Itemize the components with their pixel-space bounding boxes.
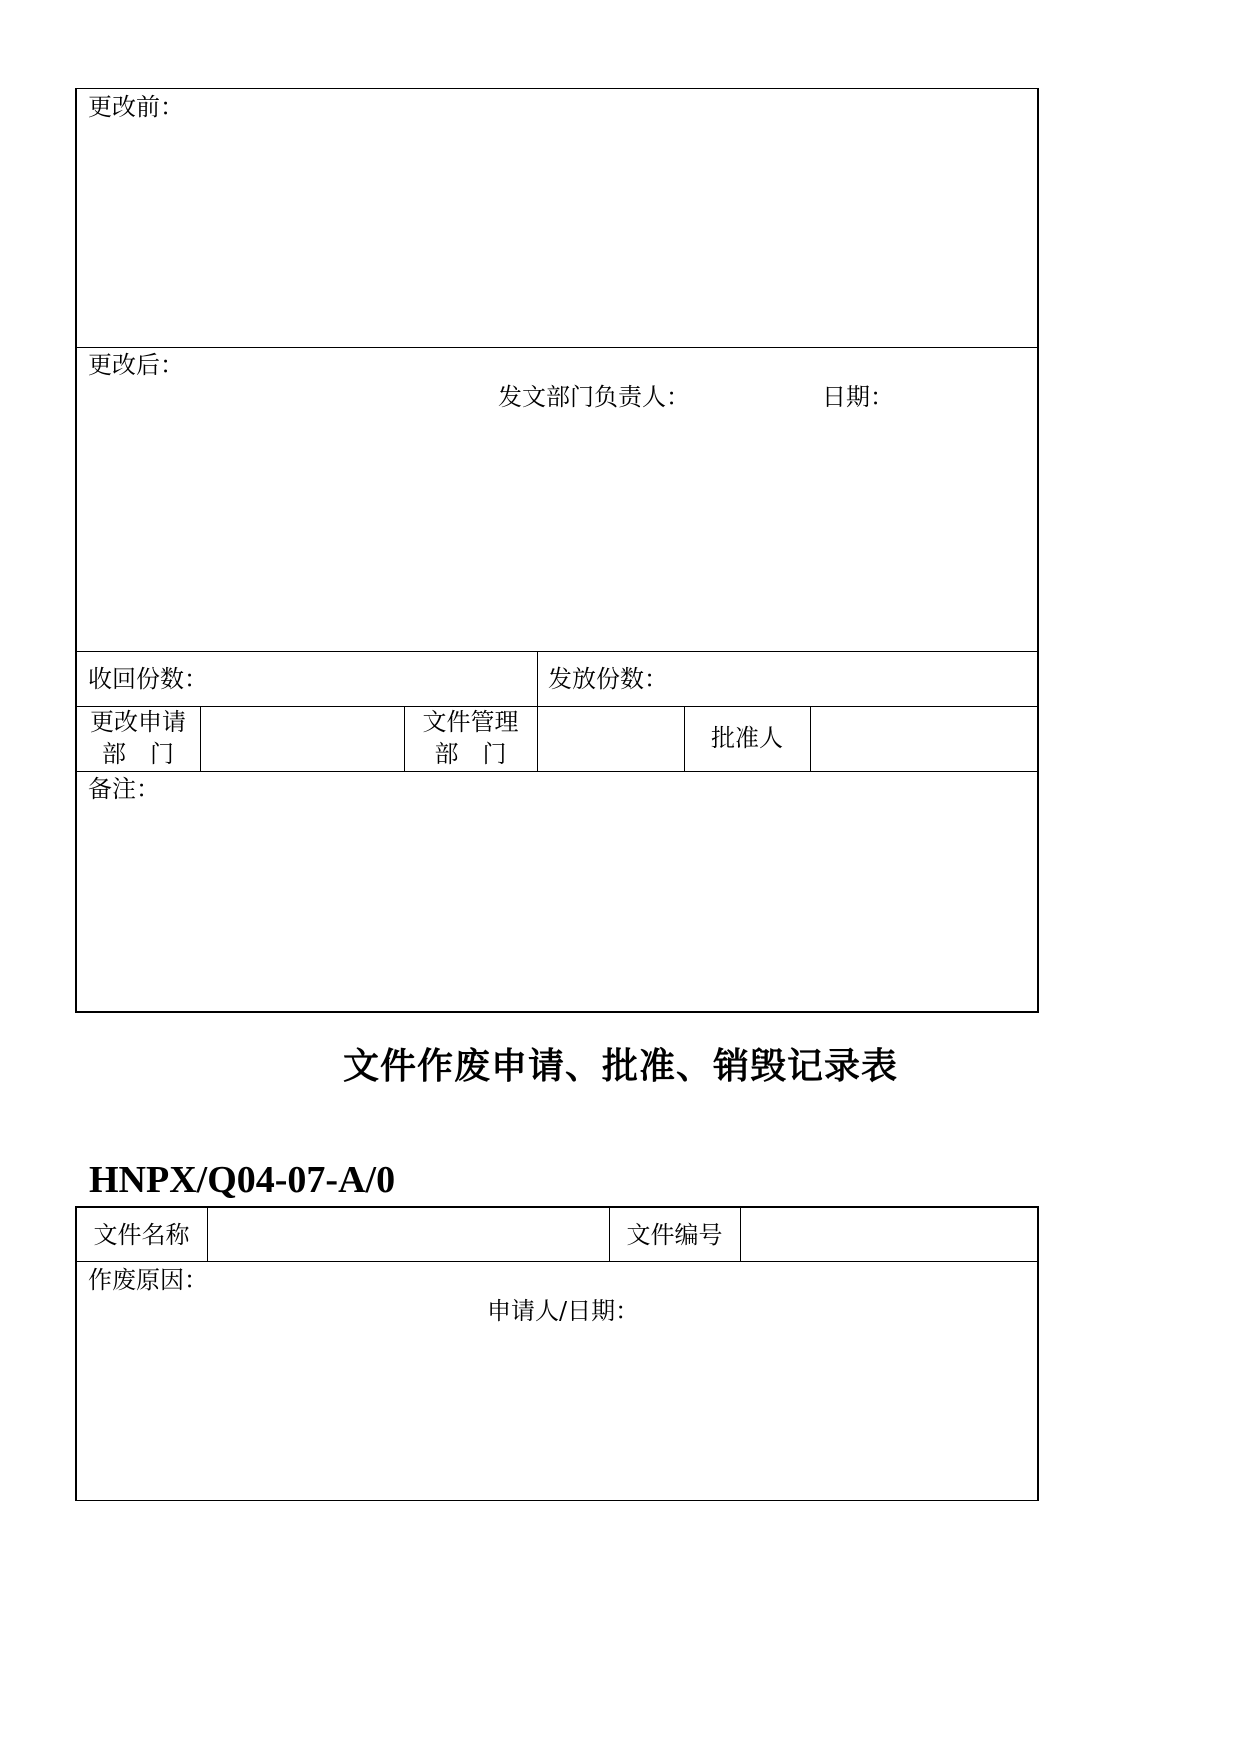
doc-mgmt-dept-label-line1: 文件管理	[422, 708, 519, 736]
approver-label: 批准人	[711, 724, 783, 752]
remarks-label: 备注：	[88, 775, 160, 803]
row-divider	[75, 1261, 1039, 1262]
col-divider	[200, 706, 201, 771]
row-divider	[75, 771, 1039, 772]
doc-name-label: 文件名称	[93, 1221, 190, 1249]
col-divider	[537, 706, 538, 771]
recovered-copies-label: 收回份数：	[88, 665, 208, 693]
issuer-label: 发文部门负责人：	[498, 383, 690, 411]
apply-dept-label-line1: 更改申请	[90, 708, 186, 736]
before-change-label: 更改前：	[88, 93, 184, 121]
row-divider	[75, 706, 1039, 707]
after-change-label: 更改后：	[88, 351, 184, 379]
col-divider	[537, 651, 538, 706]
issued-copies-label: 发放份数：	[548, 665, 668, 693]
col-divider	[740, 1207, 741, 1261]
row-divider	[75, 347, 1039, 348]
void-reason-label: 作废原因：	[88, 1266, 208, 1294]
col-divider	[207, 1207, 208, 1261]
change-form-table	[75, 88, 1039, 1013]
applicant-date-label: 申请人/日期：	[487, 1297, 640, 1325]
doc-mgmt-dept-label-line2: 部 门	[434, 740, 507, 768]
date-label: 日期：	[822, 383, 894, 411]
col-divider	[810, 706, 811, 771]
form-code: HNPX/Q04-07-A/0	[89, 1159, 396, 1201]
void-form-table	[75, 1206, 1039, 1501]
row-divider	[75, 651, 1039, 652]
doc-number-label: 文件编号	[626, 1221, 723, 1249]
form-title: 文件作废申请、批准、销毁记录表	[342, 1046, 898, 1087]
apply-dept-label-line2: 部 门	[102, 740, 174, 768]
